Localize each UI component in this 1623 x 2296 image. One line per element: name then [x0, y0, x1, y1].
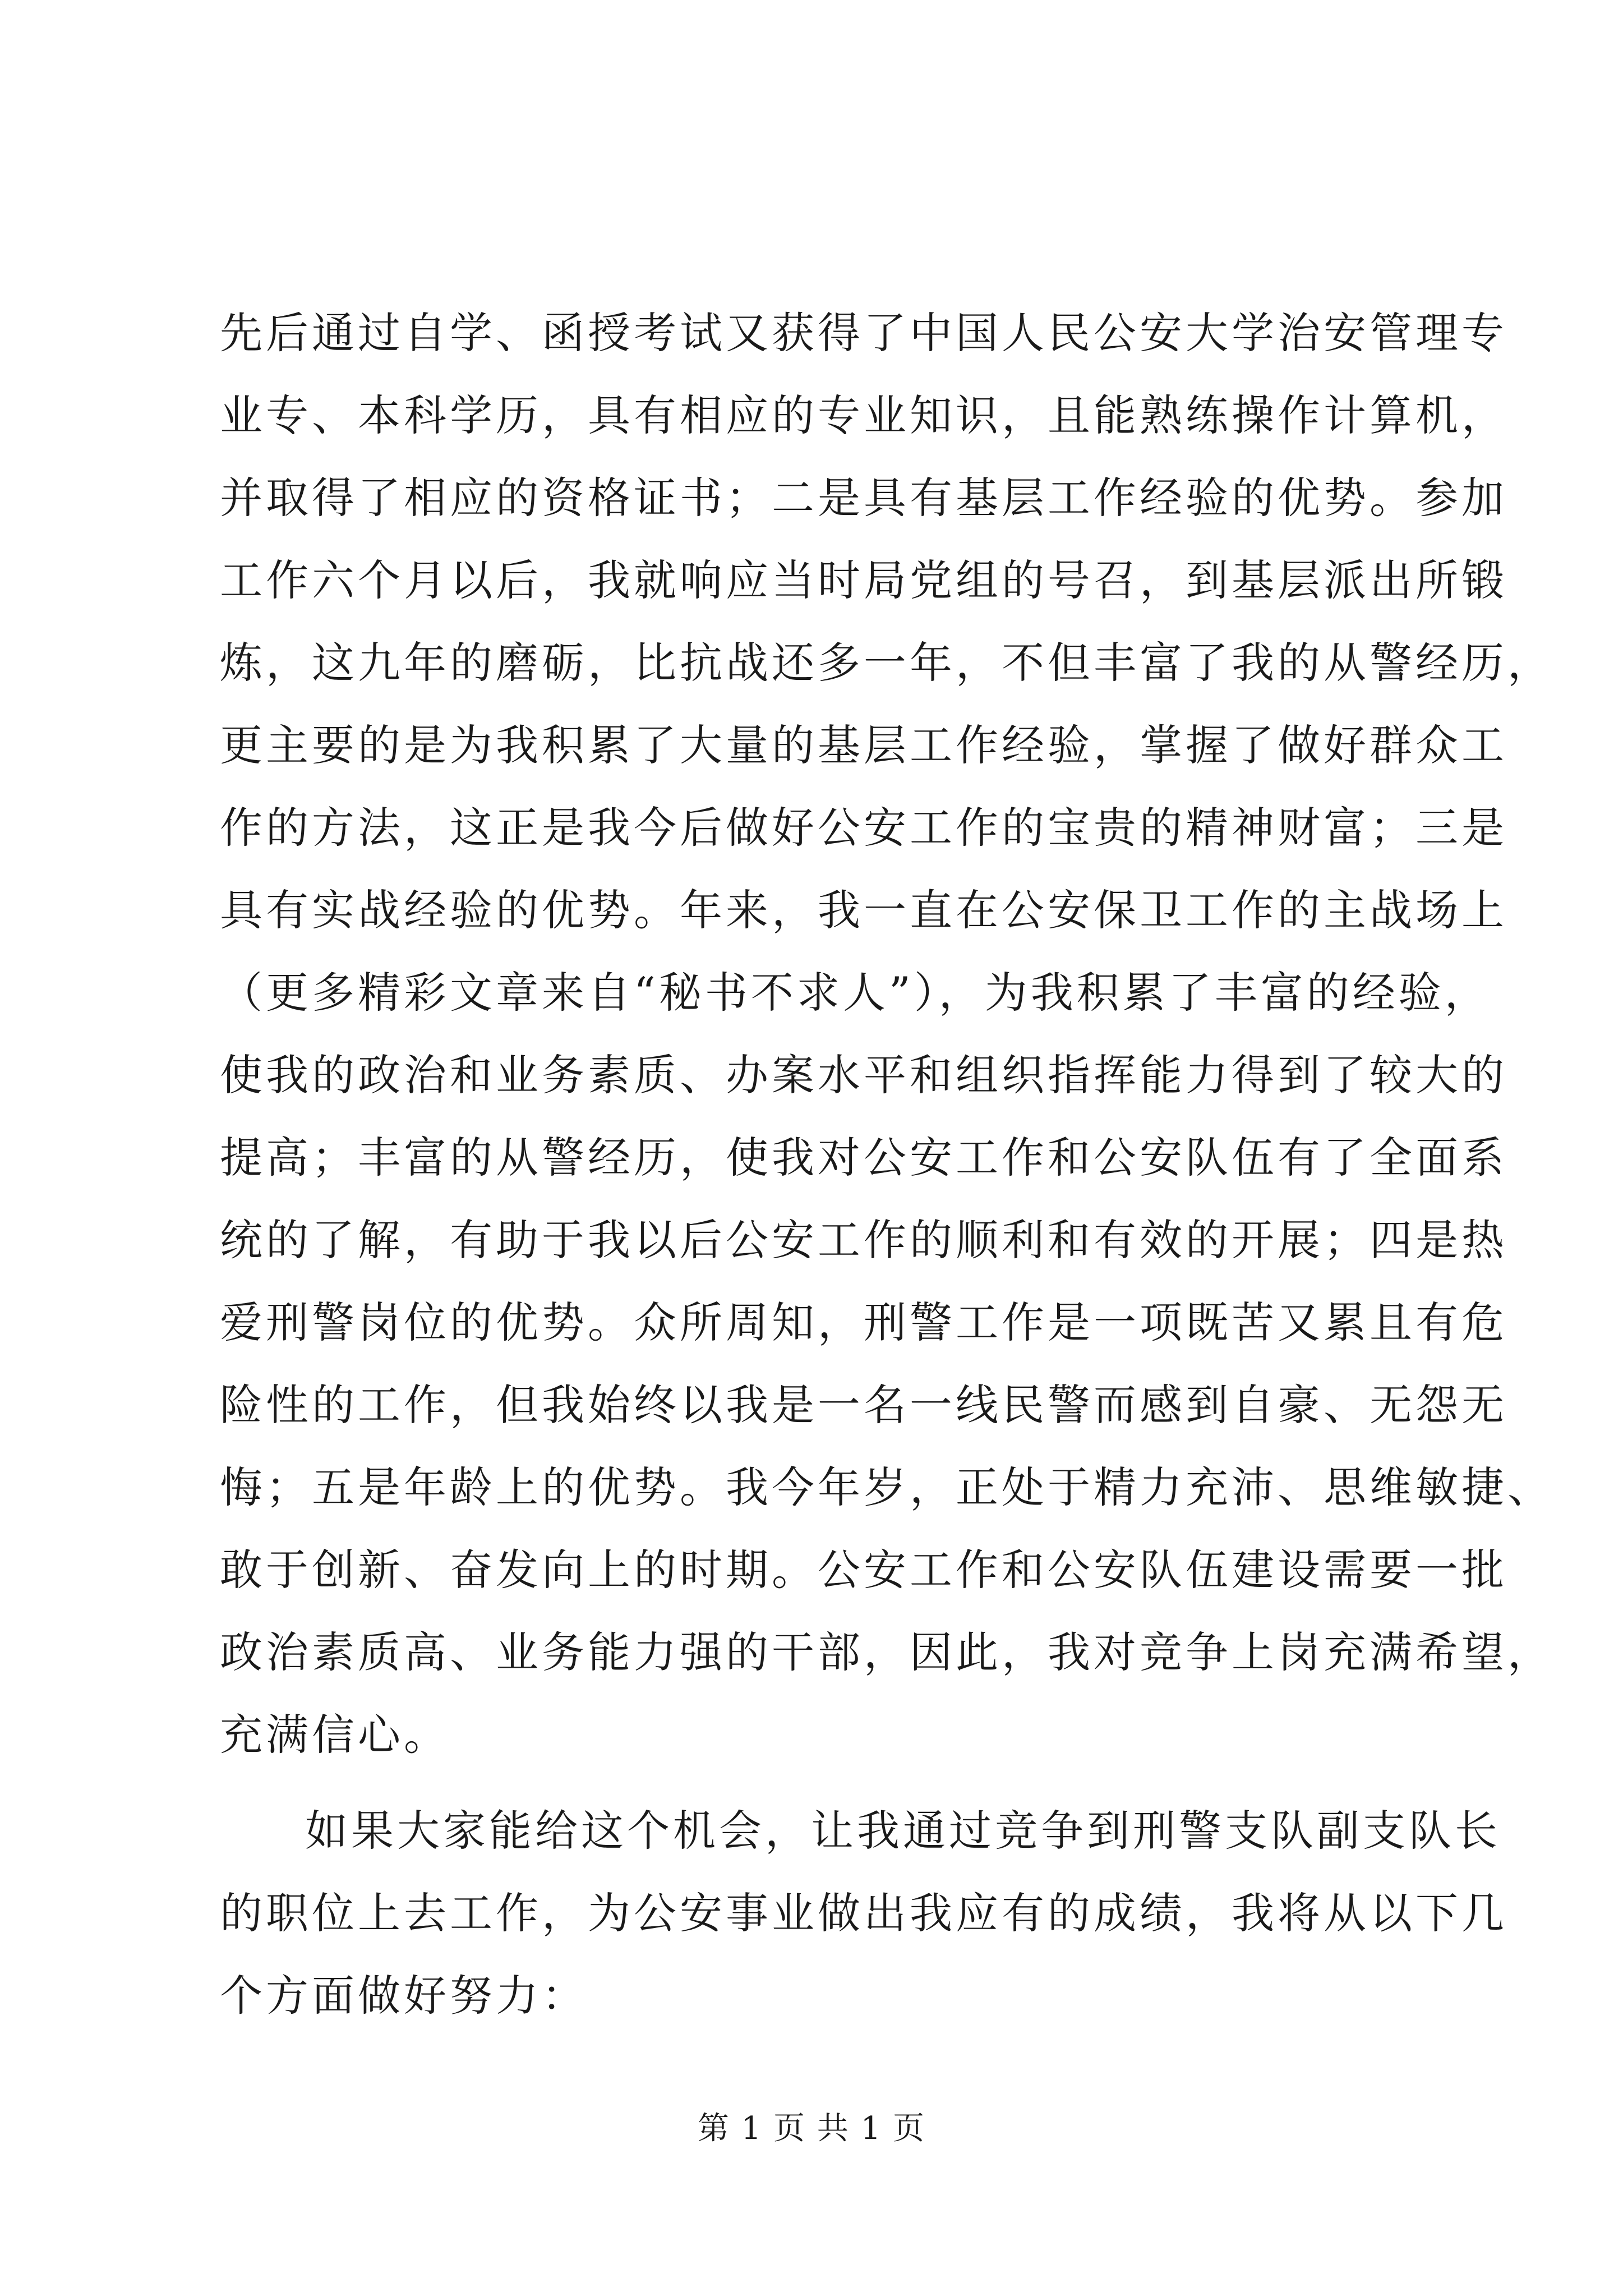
text-line: 作的方法，这正是我今后做好公安工作的宝贵的精神财富；三是 — [220, 803, 1507, 853]
text-line: 的职位上去工作，为公安事业做出我应有的成绩，我将从以下几 — [220, 1888, 1507, 1938]
text-line: 如果大家能给这个机会，让我通过竞争到刑警支队副支队长 — [305, 1806, 1501, 1856]
text-line: 炼，这九年的磨砺，比抗战还多一年，不但丰富了我的从警经历， — [220, 638, 1553, 688]
text-line: 险性的工作，但我始终以我是一名一线民警而感到自豪、无怨无 — [220, 1380, 1507, 1430]
text-line: 并取得了相应的资格证书；二是具有基层工作经验的优势。参加 — [220, 473, 1507, 523]
text-line: 具有实战经验的优势。年来，我一直在公安保卫工作的主战场上 — [220, 885, 1507, 935]
text-line: 更主要的是为我积累了大量的基层工作经验，掌握了做好群众工 — [220, 720, 1507, 770]
text-line: 充满信心。 — [220, 1710, 450, 1760]
text-line: （更多精彩文章来自“秘书不求人”），为我积累了丰富的经验， — [220, 968, 1491, 1018]
text-line: 先后通过自学、函授考试又获得了中国人民公安大学治安管理专 — [220, 308, 1507, 358]
text-line: 工作六个月以后，我就响应当时局党组的号召，到基层派出所锻 — [220, 555, 1507, 605]
paragraph-spacer — [220, 1776, 1431, 1789]
page-number-footer: 第 1 页 共 1 页 — [697, 2110, 926, 2147]
paragraph — [220, 1789, 1507, 2037]
text-line: 提高；丰富的从警经历，使我对公安工作和公安队伍有了全面系 — [220, 1133, 1507, 1182]
text-line: 敢于创新、奋发向上的时期。公安工作和公安队伍建设需要一批 — [220, 1545, 1507, 1595]
text-line: 爱刑警岗位的优势。众所周知，刑警工作是一项既苦又累且有危 — [220, 1297, 1507, 1347]
text-line: 使我的政治和业务素质、办案水平和组织指挥能力得到了较大的 — [220, 1050, 1507, 1100]
text-line: 政治素质高、业务能力强的干部，因此，我对竞争上岗充满希望， — [220, 1627, 1553, 1677]
text-line: 个方面做好努力： — [220, 1971, 588, 2021]
document-body — [220, 292, 1553, 2037]
paragraph — [220, 292, 1553, 1776]
text-line: 悔；五是年龄上的优势。我今年岁，正处于精力充沛、思维敏捷、 — [220, 1462, 1553, 1512]
text-line: 业专、本科学历，具有相应的专业知识，且能熟练操作计算机， — [220, 390, 1507, 440]
text-line: 统的了解，有助于我以后公安工作的顺利和有效的开展；四是热 — [220, 1215, 1507, 1265]
